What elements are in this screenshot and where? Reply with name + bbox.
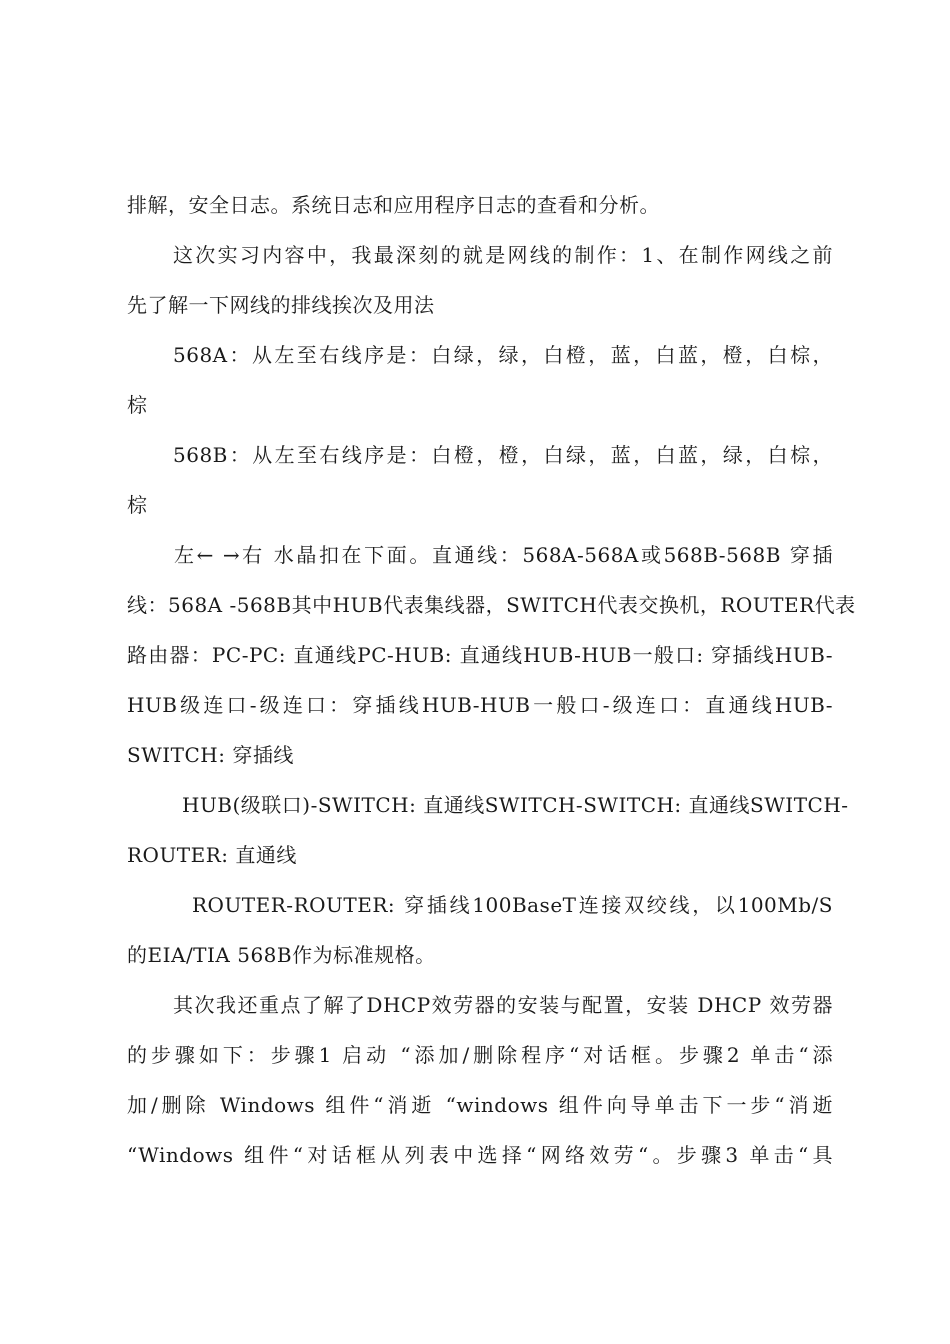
- text-line: 先了解一下网线的排线挨次及用法: [127, 293, 435, 317]
- text-line: 路由器：PC-PC: 直通线PC-HUB: 直通线HUB-HUB一般口: 穿插线HUB-: [127, 643, 833, 667]
- text-line: ROUTER: 直通线: [127, 843, 297, 867]
- paragraph-start-line: 568A：从左至右线序是：白绿，绿，白橙，蓝，白蓝，橙，白棕，: [173, 343, 833, 367]
- text-line: 棕: [127, 393, 148, 417]
- text-line: 的步骤如下：步骤1 启动 “添加/删除程序“对话框。步骤2 单击“添: [127, 1043, 833, 1067]
- paragraph-start-line: 左← →右 水晶扣在下面。直通线：568A-568A或568B-568B 穿插: [174, 543, 833, 567]
- paragraph-start-line: 这次实习内容中，我最深刻的就是网线的制作：1、在制作网线之前: [173, 243, 833, 267]
- text-line: “Windows 组件“对话框从列表中选择“网络效劳“。步骤3 单击“具: [127, 1143, 833, 1167]
- text-line: 排解，安全日志。系统日志和应用程序日志的查看和分析。: [127, 193, 660, 217]
- text-line: 加/删除 Windows 组件“消逝 “windows 组件向导单击下一步“消逝: [127, 1093, 833, 1117]
- text-line: 的EIA/TIA 568B作为标准规格。: [127, 943, 436, 967]
- text-line: SWITCH: 穿插线: [127, 743, 294, 767]
- paragraph-start-line: ROUTER-ROUTER: 穿插线100BaseT连接双绞线，以100Mb/S: [192, 893, 833, 917]
- text-line: HUB级连口-级连口：穿插线HUB-HUB一般口-级连口：直通线HUB-: [127, 693, 833, 717]
- document-body: [127, 185, 856, 1185]
- text-line: 线：568A -568B其中HUB代表集线器，SWITCH代表交换机，ROUTER代表: [127, 593, 856, 617]
- paragraph-start-line: 568B：从左至右线序是：白橙，橙，白绿，蓝，白蓝，绿，白棕，: [173, 443, 833, 467]
- paragraph-start-line: 其次我还重点了解了DHCP效劳器的安装与配置，安装 DHCP 效劳器: [173, 993, 833, 1017]
- paragraph-start-line: HUB(级联口)-SWITCH: 直通线SWITCH-SWITCH: 直通线SWITCH-: [182, 793, 849, 817]
- text-line: 棕: [127, 493, 148, 517]
